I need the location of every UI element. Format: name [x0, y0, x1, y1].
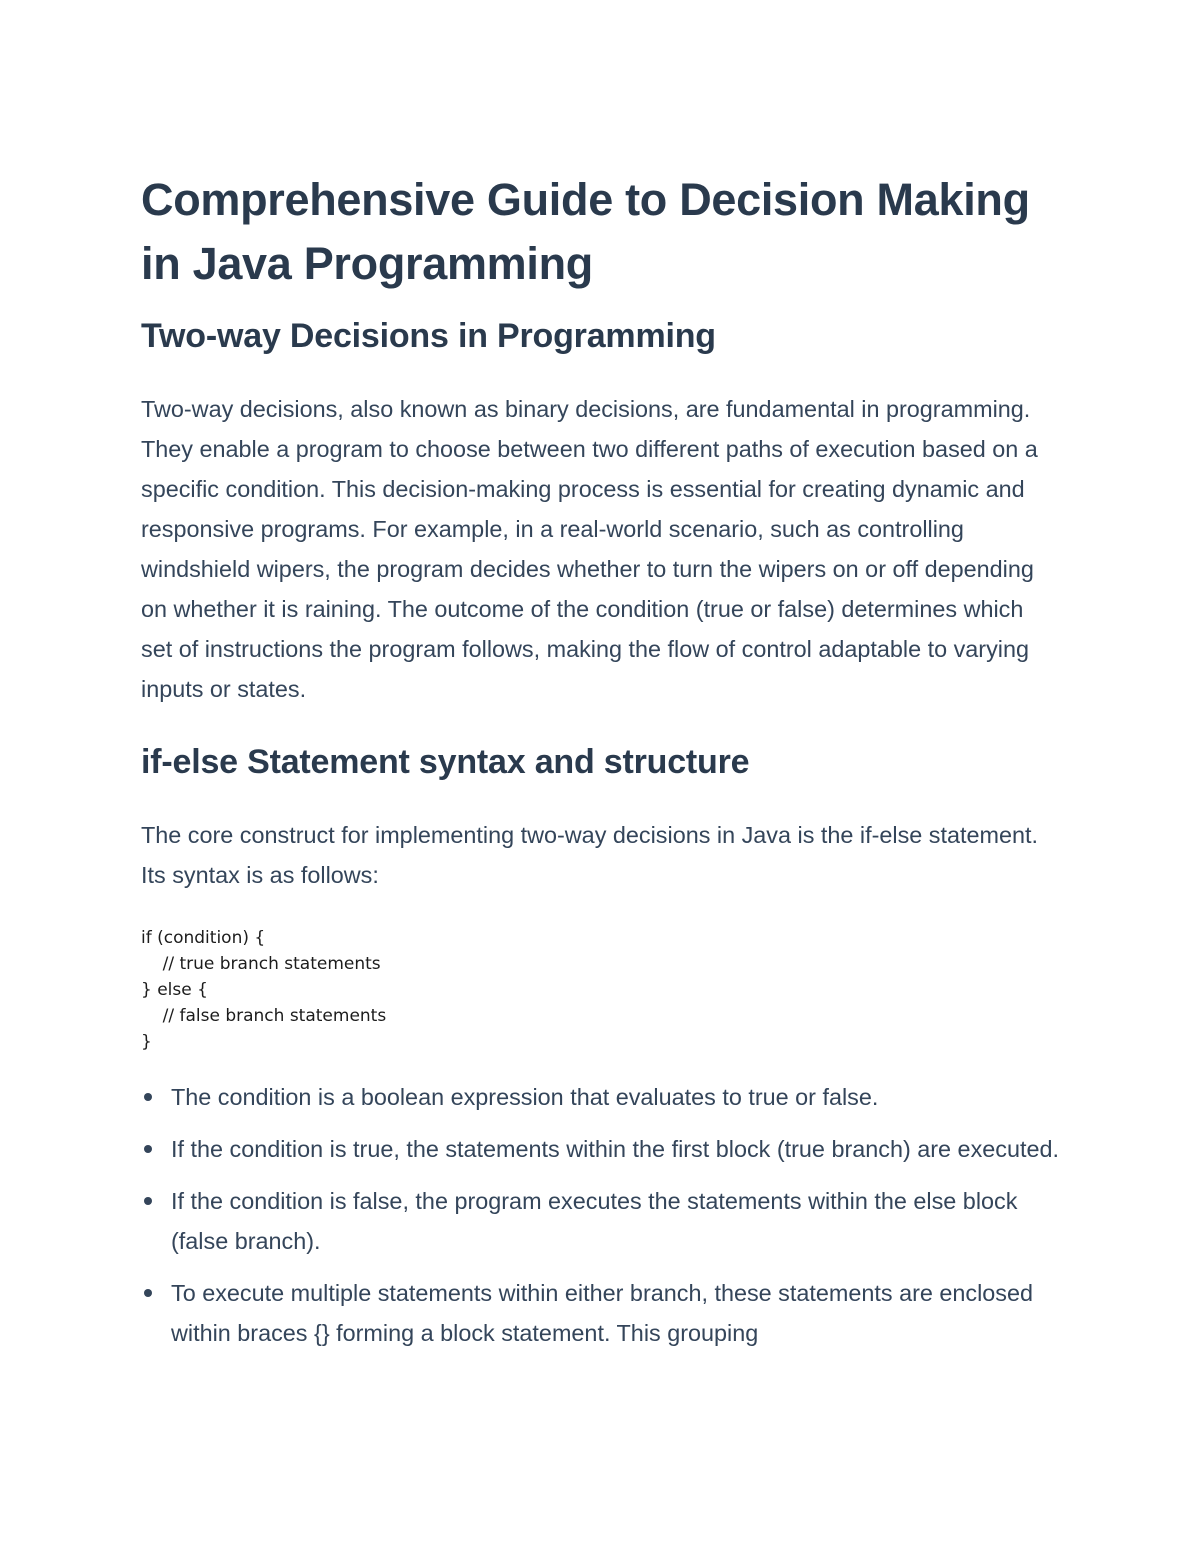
- list-item-text: The condition is a boolean expression that evaluates to true or false.: [171, 1084, 879, 1110]
- two-way-decisions-paragraph: Two-way decisions, also known as binary decisions, are fundamental in programming. They enable a program to choose between two different paths of execution based on a specific condition. This decision-making process is essential for creating dynamic and responsive programs. For example, in a real-world scenario, such as controlling windshield wipers, the program decides whether to turn the wipers on or off depending on whether it is raining. The outcome of the condition (true or false) determines which set of instructions the program follows, making the flow of control adaptable to varying inputs or states.: [141, 396, 1038, 702]
- document-page: [141, 168, 1061, 1365]
- if-else-intro-paragraph: The core construct for implementing two-way decisions in Java is the if-else statement. Its syntax is as follows:: [141, 822, 1039, 888]
- document-title: Comprehensive Guide to Decision Making in Java Programming: [141, 174, 1030, 289]
- list-item: [141, 1181, 1061, 1261]
- list-item: [141, 1129, 1061, 1169]
- list-item-text: If the condition is true, the statements within the first block (true branch) are executed.: [171, 1136, 1059, 1162]
- section-heading-two-way-decisions: Two-way Decisions in Programming: [141, 317, 716, 355]
- if-else-bullet-list: [141, 1077, 1061, 1353]
- section-heading-if-else: if-else Statement syntax and structure: [141, 743, 750, 781]
- list-item-text: To execute multiple statements within either branch, these statements are enclosed within braces {} forming a block statement. This grouping: [171, 1280, 1034, 1346]
- bullet-icon: [144, 1093, 152, 1101]
- bullet-icon: [144, 1289, 152, 1297]
- list-item-text: If the condition is false, the program executes the statements within the else block (false branch).: [171, 1188, 1018, 1254]
- bullet-icon: [144, 1145, 152, 1153]
- list-item: [141, 1273, 1061, 1353]
- if-else-code-block: if (condition) { // true branch statements } else { // false branch statements }: [141, 928, 387, 1052]
- bullet-icon: [144, 1197, 152, 1205]
- list-item: [141, 1077, 1061, 1117]
